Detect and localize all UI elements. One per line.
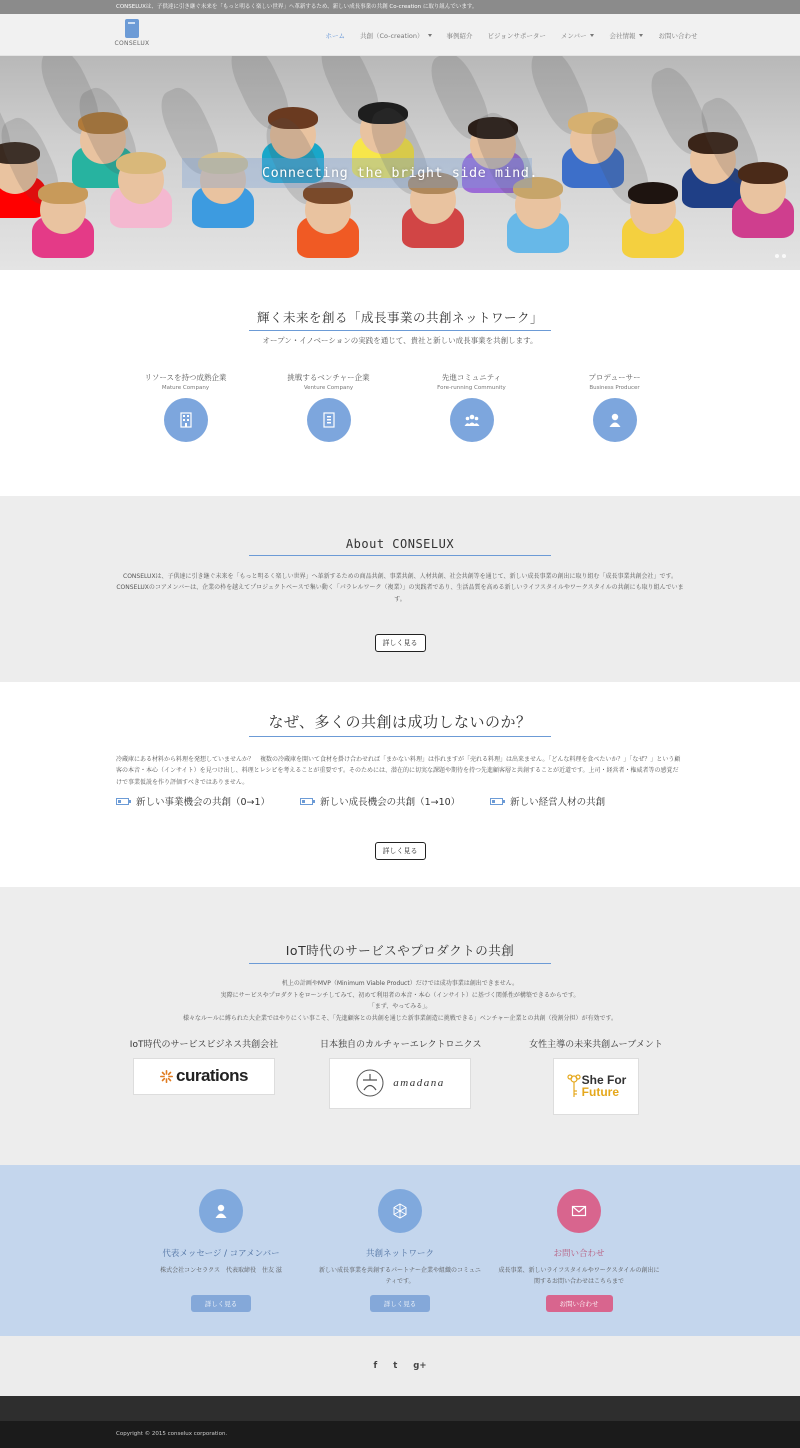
footer-band bbox=[0, 1396, 800, 1421]
user-icon[interactable] bbox=[199, 1189, 243, 1233]
nav-contact-label: お問い合わせ bbox=[658, 31, 698, 40]
nav-home-label: ホーム bbox=[325, 31, 345, 40]
partner-amadana bbox=[320, 1037, 480, 1115]
nav-cases-label: 事例紹介 bbox=[446, 31, 473, 40]
iot-section bbox=[0, 887, 800, 1165]
iot-line: 様々なルールに縛られた大企業ではやりにくい事こそ、「先進顧客との共創を通じた新事業創造に挑戦できる」ベンチャー企業との共創（役割分担）が有効です。 bbox=[182, 1015, 618, 1023]
why-item-label: 新しい事業機会の共創（0→1） bbox=[136, 797, 271, 809]
chevron-down-icon bbox=[639, 34, 643, 37]
about-more-button[interactable]: 詳しく見る bbox=[375, 634, 426, 652]
role-title: 先進コミュニティ bbox=[441, 373, 502, 382]
copyright-text: Copyright © 2015 conselux corporation. bbox=[116, 1431, 228, 1437]
amadana-emblem-icon bbox=[355, 1068, 385, 1098]
she-for-future-wordmark bbox=[582, 1074, 627, 1099]
iot-title: IoT時代のサービスやプロダクトの共創 bbox=[285, 943, 515, 958]
card-network bbox=[318, 1189, 483, 1312]
logo-text: CONSELUX bbox=[114, 40, 150, 47]
google-plus-icon[interactable]: g+ bbox=[413, 1361, 427, 1371]
role-subtitle: Business Producer bbox=[589, 385, 640, 391]
nav-cases[interactable] bbox=[439, 31, 480, 40]
partner-caption: IoT時代のサービスビジネス共創会社 bbox=[129, 1039, 279, 1050]
curations-wordmark: curations bbox=[175, 1066, 249, 1086]
community-icon[interactable] bbox=[450, 398, 494, 442]
social-links bbox=[0, 1336, 800, 1396]
she-for-future-logo[interactable] bbox=[553, 1058, 639, 1115]
partner-caption: 日本独自のカルチャーエレクトロニクス bbox=[320, 1039, 482, 1050]
battery-icon bbox=[116, 798, 129, 805]
mail-icon[interactable] bbox=[557, 1189, 601, 1233]
hero-title: Connecting the bright side mind. bbox=[261, 165, 539, 181]
logo-icon bbox=[125, 19, 139, 38]
role-title: リソースを持つ成熟企業 bbox=[144, 373, 227, 382]
top-announcement-bar bbox=[0, 0, 800, 14]
office-icon[interactable] bbox=[307, 398, 351, 442]
role-subtitle: Mature Company bbox=[161, 385, 210, 391]
why-item-list bbox=[116, 794, 684, 808]
why-item bbox=[116, 794, 270, 808]
nav-home[interactable] bbox=[318, 31, 353, 40]
network-icon[interactable] bbox=[378, 1189, 422, 1233]
title-underline bbox=[249, 963, 551, 964]
slider-dot[interactable] bbox=[782, 254, 786, 258]
partner-list bbox=[0, 1037, 800, 1115]
announcement-text: CONSELUXは、子供達に引き継ぐ未来を「もっと明るく楽しい世界」へ革新するため、新しい成長事業の共創 Co-creation に取り組んでいます。 bbox=[116, 4, 478, 10]
chevron-down-icon bbox=[428, 34, 432, 37]
why-item bbox=[490, 794, 605, 808]
hero-kid-hair bbox=[628, 182, 678, 204]
nav-cocreation[interactable] bbox=[353, 31, 440, 40]
nav-vision-supporter[interactable] bbox=[480, 31, 553, 40]
about-title: About CONSELUX bbox=[345, 537, 455, 551]
amadana-wordmark: amadana bbox=[393, 1077, 445, 1090]
iot-line: 「まず、やってみる」。 bbox=[368, 1003, 432, 1011]
chevron-down-icon bbox=[590, 34, 594, 37]
cta-section bbox=[0, 1165, 800, 1336]
why-item-label: 新しい成長機会の共創（1→10） bbox=[320, 797, 461, 809]
role-list bbox=[0, 372, 800, 442]
title-underline bbox=[249, 330, 551, 331]
intro-section bbox=[0, 270, 800, 496]
why-item-label: 新しい経営人材の共創 bbox=[510, 797, 606, 809]
amadana-logo[interactable] bbox=[329, 1058, 471, 1109]
user-icon[interactable] bbox=[593, 398, 637, 442]
building-icon[interactable] bbox=[164, 398, 208, 442]
key-icon bbox=[566, 1073, 582, 1099]
why-item bbox=[300, 794, 460, 808]
partner-caption: 女性主導の未来共創ムーブメント bbox=[529, 1039, 663, 1050]
iot-text bbox=[0, 978, 800, 1025]
site-footer bbox=[0, 1421, 800, 1448]
hero-banner bbox=[0, 56, 800, 270]
about-text: CONSELUXは、子供達に引き継ぐ未来を「もっと明るく楽しい世界」へ革新するための商品共創、事業共創、人材共創、社会共創等を通じて、新しい成長事業の創出に取り組む「成長事業共創会社」です。CONSELUXのコアメンバーは、企業の枠を越えてプロジェクトベースで集い動く「パラレルワーク（複業）」の実践者であり、生活品質を高める新しいライフスタイルやワークスタイルの共創にも取り組んでいます。 bbox=[116, 573, 684, 603]
nav-members[interactable] bbox=[553, 31, 602, 40]
intro-title: 輝く未来を創る「成長事業の共創ネットワーク」 bbox=[256, 310, 543, 325]
card-text: 株式会社コンセラクス 代表取締役 住友 滋 bbox=[160, 1267, 282, 1274]
role-mature-company bbox=[128, 372, 243, 442]
role-venture-company bbox=[271, 372, 386, 442]
facebook-icon[interactable]: f bbox=[373, 1361, 378, 1371]
nav-contact[interactable] bbox=[651, 31, 705, 40]
about-section bbox=[0, 496, 800, 682]
iot-line: 机上の計画やMVP（Minimum Viable Product）だけでは成功事業は創出できません。 bbox=[281, 980, 519, 987]
role-community bbox=[414, 372, 529, 442]
sff-line1: She For bbox=[581, 1072, 627, 1087]
main-nav bbox=[318, 14, 705, 56]
sparkle-icon bbox=[160, 1070, 173, 1083]
role-title: プロデューサー bbox=[588, 373, 641, 382]
card-contact bbox=[497, 1189, 662, 1312]
contact-button[interactable]: お問い合わせ bbox=[546, 1295, 613, 1312]
card-title: 共創ネットワーク bbox=[365, 1249, 434, 1259]
twitter-icon[interactable]: t bbox=[393, 1361, 398, 1371]
network-more-button[interactable]: 詳しく見る bbox=[370, 1295, 431, 1312]
nav-cocreation-label: 共創（Co-creation） bbox=[360, 31, 424, 40]
why-text: 冷蔵庫にある材料から料理を発想していませんか？ 複数の冷蔵庫を開いて食材を掛け合わせれば「まかない料理」は作れますが「売れる料理」は出来ません。「どんな料理を食べたいか？」「なぜ？」という顧客の本音・本心（インサイト）を見つけ出し、料理とレシピを考えることが重要です。そのためには、潜在的に切実な課題や期待を持つ先進顧客層と共創することが近道です。上司・経営者・権威者等の感覚だけで事業仮説を作り評価すべきではありません。 bbox=[116, 756, 681, 786]
battery-icon bbox=[490, 798, 503, 805]
role-title: 挑戦するベンチャー企業 bbox=[287, 373, 370, 382]
title-underline bbox=[249, 736, 551, 737]
card-text: 成長事業、新しいライフスタイルやワークスタイルの創出に関するお問い合わせはこちらまで bbox=[498, 1267, 660, 1286]
nav-company-label: 会社情報 bbox=[609, 31, 636, 40]
card-title: お問い合わせ bbox=[553, 1249, 605, 1259]
battery-icon bbox=[300, 798, 313, 805]
partner-curations bbox=[124, 1037, 284, 1115]
why-section bbox=[0, 682, 800, 887]
why-title: なぜ、多くの共創は成功しないのか？ bbox=[268, 713, 532, 731]
card-title: 代表メッセージ / コアメンバー bbox=[162, 1249, 280, 1259]
card-representative bbox=[139, 1189, 304, 1312]
intro-subtitle: オープン・イノベーションの実践を通じて、貴社と新しい成長事業を共創します。 bbox=[262, 336, 538, 345]
iot-line: 実際にサービスやプロダクトをローンチしてみて、初めて利用者の本音・本心（インサイト）に基づく関係性が構築できるからです。 bbox=[220, 991, 580, 999]
why-more-button[interactable]: 詳しく見る bbox=[375, 842, 426, 860]
role-subtitle: Fore-running Community bbox=[437, 385, 506, 391]
site-logo[interactable] bbox=[114, 19, 150, 47]
representative-more-button[interactable]: 詳しく見る bbox=[191, 1295, 252, 1312]
partner-she-for-future bbox=[516, 1037, 676, 1115]
nav-members-label: メンバー bbox=[560, 31, 587, 40]
sff-line2: Future bbox=[581, 1085, 619, 1100]
cta-card-list bbox=[0, 1189, 800, 1312]
curations-logo[interactable] bbox=[133, 1058, 275, 1095]
card-text: 新しい成長事業を共創するパートナー企業や組織のコミュニティです。 bbox=[319, 1267, 481, 1286]
nav-company[interactable] bbox=[602, 31, 651, 40]
site-header bbox=[0, 14, 800, 56]
role-producer bbox=[557, 372, 672, 442]
slider-dots bbox=[775, 254, 786, 258]
title-underline bbox=[249, 555, 551, 556]
slider-dot[interactable] bbox=[775, 254, 779, 258]
nav-vision-supporter-label: ビジョンサポーター bbox=[487, 31, 546, 40]
role-subtitle: Venture Company bbox=[303, 385, 354, 391]
